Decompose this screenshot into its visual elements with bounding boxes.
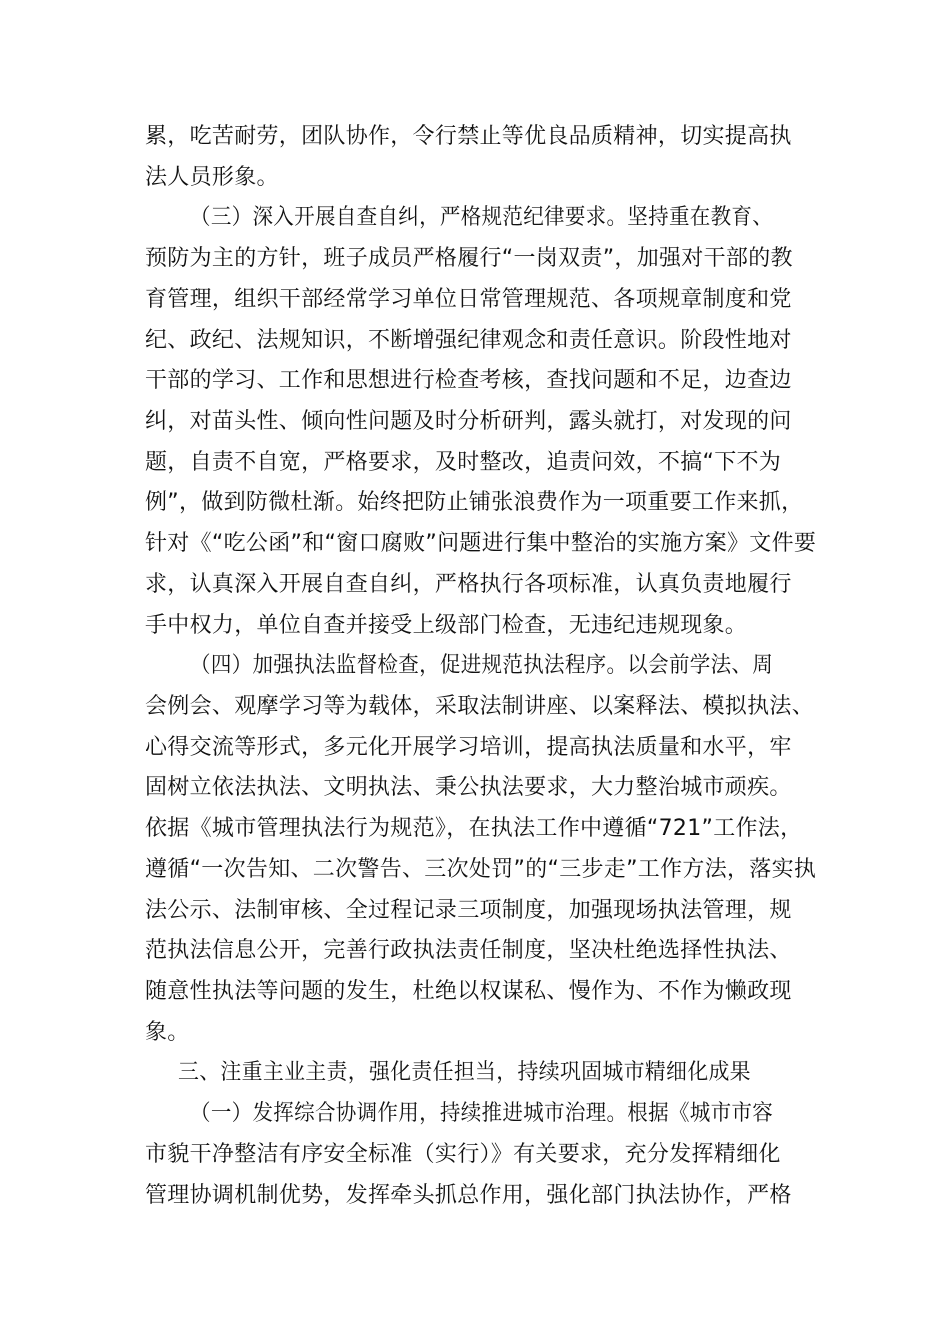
text-line: 纠，对苗头性、倾向性问题及时分析研判，露头就打，对发现的问	[145, 409, 792, 434]
text-line: 遵循“一次告知、二次警告、三次处罚”的“三步走”工作方法，落实执	[145, 857, 817, 882]
text-line: 依据《城市管理执法行为规范》，在执法工作中遵循“721”工作法，	[145, 816, 803, 841]
text-line: 法人员形象。	[145, 165, 279, 190]
text-line: 求，认真深入开展自查自纠，严格执行各项标准，认真负责地履行	[145, 572, 792, 597]
text-line: 针对《“吃公函”和“窗口腐败”问题进行集中整治的实施方案》文件要	[145, 531, 817, 556]
text-line: 固树立依法执法、文明执法、秉公执法要求，大力整治城市顽疾。	[145, 775, 792, 800]
text-line: 手中权力，单位自查并接受上级部门检查，无违纪违规现象。	[145, 613, 748, 638]
section-heading: 三、注重主业主责，强化责任担当，持续巩固城市精细化成果	[178, 1060, 751, 1085]
text-line: 会例会、观摩学习等为载体，采取法制讲座、以案释法、模拟执法、	[145, 694, 815, 719]
text-line: 预防为主的方针，班子成员严格履行“一岗双责”，加强对干部的教	[145, 246, 793, 271]
text-line: 心得交流等形式，多元化开展学习培训，提高执法质量和水平，牢	[145, 735, 792, 760]
text-line: 市貌干净整洁有序安全标准（实行）》有关要求，充分发挥精细化	[145, 1142, 781, 1167]
text-line: 法公示、法制审核、全过程记录三项制度，加强现场执法管理，规	[145, 898, 792, 923]
text-line: （一）发挥综合协调作用，持续推进城市治理。根据《城市市容	[190, 1101, 774, 1126]
text-line: 育管理，组织干部经常学习单位日常管理规范、各项规章制度和党	[145, 287, 792, 312]
text-line: 题，自责不自宽，严格要求，及时整改，追责问效，不搞“下不为	[145, 450, 782, 475]
text-line: 管理协调机制优势，发挥牵头抓总作用，强化部门执法协作，严格	[145, 1183, 792, 1208]
text-line: 纪、政纪、法规知识，不断增强纪律观念和责任意识。阶段性地对	[145, 328, 792, 353]
text-line: 累，吃苦耐劳，团队协作，令行禁止等优良品质精神，切实提高执	[145, 124, 792, 149]
text-line: 范执法信息公开，完善行政执法责任制度，坚决杜绝选择性执法、	[145, 938, 792, 963]
text-line: 干部的学习、工作和思想进行检查考核，查找问题和不足，边查边	[145, 368, 792, 393]
text-line: 随意性执法等问题的发生，杜绝以权谋私、慢作为、不作为懒政现	[145, 979, 792, 1004]
text-line: （三）深入开展自查自纠，严格规范纪律要求。坚持重在教育、	[190, 205, 774, 230]
text-line: 象。	[145, 1020, 190, 1045]
text-line: 例”，做到防微杜渐。始终把防止铺张浪费作为一项重要工作来抓，	[145, 490, 804, 515]
text-line: （四）加强执法监督检查，促进规范执法程序。以会前学法、周	[190, 653, 774, 678]
